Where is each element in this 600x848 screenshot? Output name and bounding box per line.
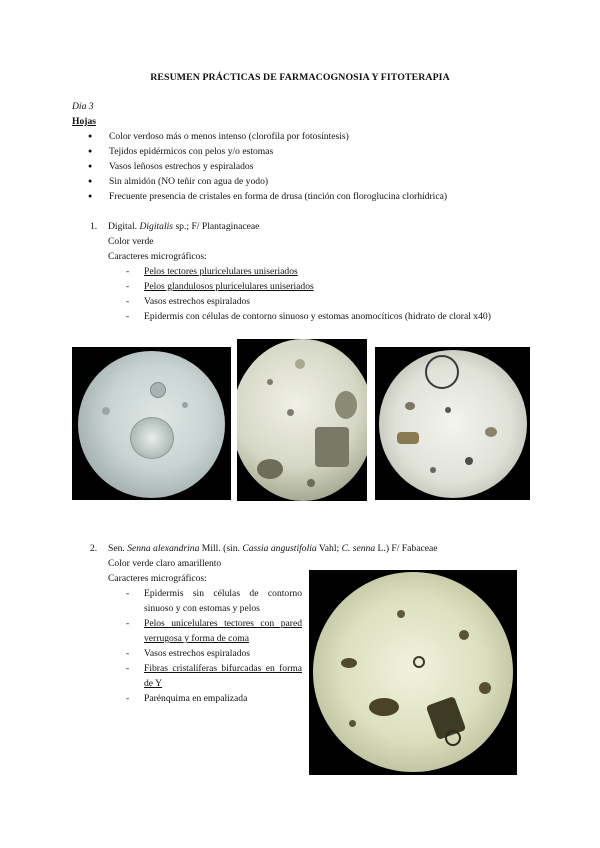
item-synonym: C. senna [341, 543, 376, 554]
page-title: RESUMEN PRÁCTICAS DE FARMACOGNOSIA Y FITOTERAPIA [150, 72, 450, 83]
microscope-image-senna [309, 570, 517, 775]
list-item: ● Frecuente presencia de cristales en forma de drusa (tinción con floroglucina clorhídrica) [88, 189, 558, 204]
item-number: 2. [90, 543, 98, 554]
list-item: - Parénquima en empalizada [124, 691, 302, 706]
microscope-image-digitalis-3 [375, 347, 530, 500]
item-author: Mill. (sin. [199, 543, 243, 554]
list-item: - Epidermis sin células de contorno sinuoso y con estomas y pelos [124, 586, 302, 616]
list-item: ● Color verdoso más o menos intenso (clorofila por fotosíntesis) [88, 129, 558, 144]
item-author: Vahl; [316, 543, 342, 554]
list-item: - Fibras cristalíferas bifurcadas en forma de Y [124, 661, 302, 691]
item-family: L.) F/ Fabaceae [375, 543, 438, 554]
list-item: - Pelos unicelulares tectores con pared verrugosa y forma de coma [124, 616, 302, 646]
day-label: Día 3 [72, 101, 94, 112]
list-item: ● Tejidos epidérmicos con pelos y/o estomas [88, 144, 558, 159]
item-heading [108, 219, 259, 234]
item1-features-list [124, 264, 532, 324]
list-item: ● Sin almidón (NO teñir con agua de yodo) [88, 174, 558, 189]
item-color: Color verde [108, 236, 154, 247]
item-synonym: Cassia angustifolia [242, 543, 317, 554]
list-item: ● Vasos leñosos estrechos y espiralados [88, 159, 558, 174]
item-heading [108, 541, 438, 556]
general-features-list [88, 129, 558, 204]
item-species: Senna alexandrina [127, 543, 200, 554]
microscope-image-digitalis-1 [72, 347, 231, 500]
item-name: Sen. [108, 543, 128, 554]
microscope-image-digitalis-2 [237, 339, 367, 501]
list-item: - Vasos estrechos espiralados [124, 294, 532, 309]
item-family: sp.; F/ Plantaginaceae [173, 221, 260, 232]
list-item: - Vasos estrechos espiralados [124, 646, 302, 661]
list-item: - Pelos tectores pluricelulares uniseriados [124, 264, 532, 279]
item-caract-label: Caracteres micrográficos: [108, 573, 207, 584]
item2-features-list [124, 586, 302, 706]
item-name: Digital. [108, 221, 140, 232]
list-item: - Pelos glandulosos pluricelulares uniseriados [124, 279, 532, 294]
section-heading: Hojas [72, 116, 96, 127]
item-caract-label: Caracteres micrográficos: [108, 251, 207, 262]
item-genus: Digitalis [139, 221, 174, 232]
item-color: Color verde claro amarillento [108, 558, 222, 569]
item-number: 1. [90, 221, 98, 232]
list-item: - Epidermis con células de contorno sinuoso y estomas anomocíticos (hidrato de cloral x40) [124, 309, 532, 324]
